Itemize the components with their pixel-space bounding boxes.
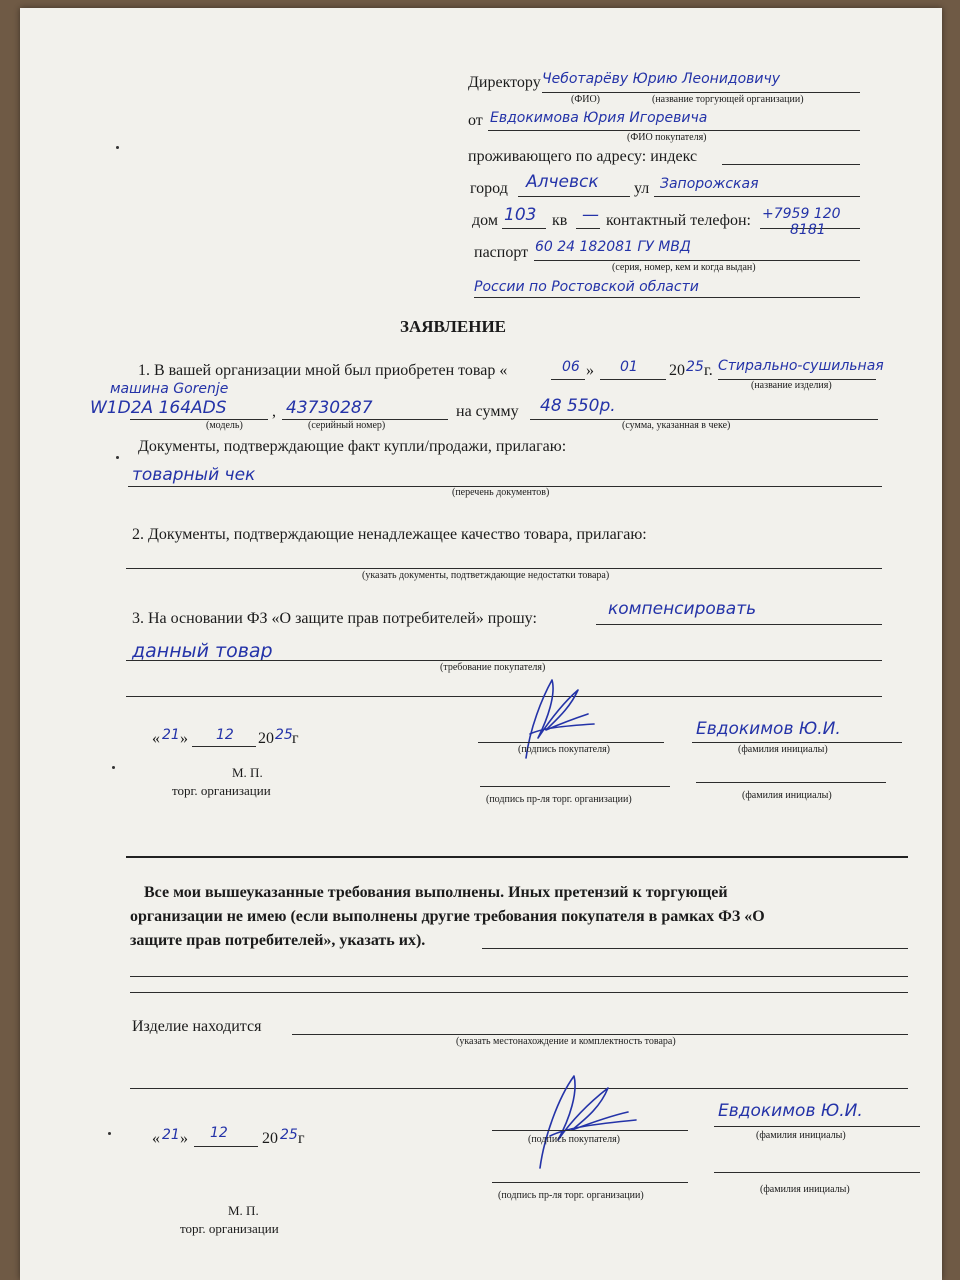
date1-day: 21	[162, 727, 180, 743]
model-comma: ,	[272, 403, 276, 420]
request-line-1	[596, 624, 882, 625]
house-value: 103	[504, 205, 537, 225]
section2-line	[126, 568, 882, 569]
date2-close: »	[180, 1130, 188, 1147]
surname-line-1	[692, 742, 902, 743]
day-line	[551, 379, 585, 380]
location-label: Изделие находится	[132, 1018, 262, 1035]
date1-close: »	[180, 730, 188, 747]
stamp2-line1: М. П.	[228, 1203, 259, 1218]
date1-month: 12	[216, 727, 234, 743]
seller-sign-line-1	[480, 786, 670, 787]
serial-value: 43730287	[286, 398, 373, 418]
serial-caption: (серийный номер)	[308, 420, 386, 431]
street-value: Запорожская	[660, 176, 759, 192]
buyer-surname-2: Евдокимов Ю.И.	[718, 1101, 863, 1121]
passport-line	[534, 260, 860, 261]
passport-caption: (серия, номер, кем и когда выдан)	[612, 262, 756, 273]
house-label: дом	[472, 212, 498, 229]
street-label: ул	[634, 180, 650, 197]
date2-year-suffix: г	[298, 1130, 305, 1147]
sum-label: на сумму	[456, 403, 519, 420]
model-value: W1D2A 164ADS	[90, 398, 227, 418]
docs-value: товарный чек	[132, 465, 256, 485]
product-line2: машина Gorenje	[110, 381, 229, 397]
passport-value: 60 24 182081 ГУ МВД	[535, 239, 691, 255]
margin-dot	[116, 146, 119, 149]
para-line-3: защите прав потребителей», указать их).	[130, 932, 426, 949]
location-line	[292, 1034, 908, 1035]
director-line	[542, 92, 860, 93]
blank-line-b	[130, 992, 908, 993]
day-close-quote: »	[586, 362, 594, 379]
address-label: проживающего по адресу: индекс	[468, 148, 698, 165]
purchase-year: 25	[686, 359, 704, 375]
apt-label: кв	[552, 212, 568, 229]
index-line	[722, 164, 860, 165]
section2-text: 2. Документы, подтверждающие ненадлежащее качество товара, прилагаю:	[132, 526, 647, 543]
section2-caption: (указать документы, подтветждающие недостатки товара)	[362, 570, 610, 581]
date1-year-suffix: г	[292, 730, 299, 747]
city-value: Алчевск	[526, 172, 599, 192]
seller-sign-caption-1: (подпись пр-ля торг. организации)	[486, 794, 632, 805]
stamp1-line1: М. П.	[232, 765, 263, 780]
blank-line-a	[130, 976, 908, 977]
section-divider	[126, 856, 908, 858]
city-line	[518, 196, 630, 197]
seller-surname-caption-1: (фамилия инициалы)	[742, 790, 832, 801]
document-sheet	[20, 8, 942, 1280]
buyer-sign-line-1	[478, 742, 664, 743]
document-title: ЗАЯВЛЕНИЕ	[400, 317, 507, 336]
seller-surname-line-1	[696, 782, 886, 783]
date2-month: 12	[210, 1125, 228, 1141]
section1-text: 1. В вашей организации мной был приобретен товар «	[138, 362, 508, 379]
para-line-2: организации не имею (если выполнены другие требования покупателя в рамках ФЗ «О	[130, 908, 765, 925]
request-value-2: данный товар	[132, 640, 273, 662]
surname-line-2	[714, 1126, 920, 1127]
sum-caption: (сумма, указанная в чеке)	[622, 420, 731, 431]
date1-year: 25	[275, 727, 293, 743]
margin-dot	[112, 766, 115, 769]
purchase-month: 01	[620, 359, 638, 375]
seller-sign-line-2	[492, 1182, 688, 1183]
request-line-2	[126, 660, 882, 661]
director-label: Директору	[468, 74, 541, 91]
margin-dot	[108, 1132, 111, 1135]
apt-value: —	[582, 205, 599, 225]
buyer-sign-line-2	[492, 1130, 688, 1131]
section3-caption: (требование покупателя)	[440, 662, 546, 673]
model-line	[130, 419, 268, 420]
seller-sign-caption-2: (подпись пр-ля торг. организации)	[498, 1190, 644, 1201]
buyer-sign-caption-1: (подпись покупателя)	[518, 744, 611, 755]
docs-text: Документы, подтверждающие факт купли/продажи, прилагаю:	[138, 438, 567, 455]
fio-caption: (ФИО)	[571, 94, 601, 105]
buyer-line	[488, 130, 860, 131]
surname-caption-2: (фамилия инициалы)	[756, 1130, 846, 1141]
passport-label: паспорт	[474, 244, 529, 261]
surname-caption-1: (фамилия инициалы)	[738, 744, 828, 755]
buyer-signature-2	[510, 1058, 650, 1174]
stamp2-line2: торг. организации	[180, 1221, 279, 1236]
date1-open: «	[152, 730, 160, 747]
date1-year-prefix: 20	[258, 730, 274, 747]
date2-open: «	[152, 1130, 160, 1147]
product-caption: (название изделия)	[751, 380, 832, 391]
house-line	[502, 228, 546, 229]
passport-value-2: России по Ростовской области	[474, 279, 699, 295]
date1-month-line	[192, 746, 256, 747]
stamp1-line2: торг. организации	[172, 783, 271, 798]
product-name: Стирально-сушильная	[718, 358, 884, 374]
margin-dot	[116, 456, 119, 459]
buyer-caption: (ФИО покупателя)	[627, 132, 707, 143]
purchase-day: 06	[562, 359, 580, 375]
location-caption: (указать местонахождение и комплектность товара)	[456, 1036, 676, 1047]
director-name: Чеботарёву Юрию Леонидовичу	[542, 71, 781, 87]
buyer-name: Евдокимова Юрия Игоревича	[490, 110, 708, 126]
city-label: город	[470, 180, 508, 197]
buyer-surname-1: Евдокимов Ю.И.	[696, 719, 841, 739]
year-prefix: 20	[669, 362, 685, 379]
section3-text: 3. На основании ФЗ «О защите прав потребителей» прошу:	[132, 610, 537, 627]
buyer-sign-caption-2: (подпись покупателя)	[528, 1134, 621, 1145]
year-suffix: г.	[704, 362, 713, 379]
para-line-blank	[482, 948, 908, 949]
model-caption: (модель)	[206, 420, 243, 431]
request-value-1: компенсировать	[608, 599, 757, 619]
month-line	[600, 379, 666, 380]
para-line-1: Все мои вышеуказанные требования выполнены. Иных претензий к торгующей	[144, 884, 728, 901]
seller-surname-caption-2: (фамилия инициалы)	[760, 1184, 850, 1195]
seller-surname-line-2	[714, 1172, 920, 1173]
phone-value: +7959 120	[762, 206, 841, 222]
docs-caption: (перечень документов)	[452, 487, 550, 498]
date2-month-line	[194, 1146, 258, 1147]
date2-day: 21	[162, 1127, 180, 1143]
street-line	[654, 196, 860, 197]
from-label: от	[468, 112, 483, 129]
passport-line-2	[474, 297, 860, 298]
org-caption: (название торгующей организации)	[652, 94, 804, 105]
sum-value: 48 550р.	[540, 396, 616, 416]
date2-year-prefix: 20	[262, 1130, 278, 1147]
phone-label: контактный телефон:	[606, 212, 751, 229]
date2-year: 25	[280, 1127, 298, 1143]
apt-line	[576, 228, 600, 229]
phone-value-2: 8181	[790, 222, 826, 238]
